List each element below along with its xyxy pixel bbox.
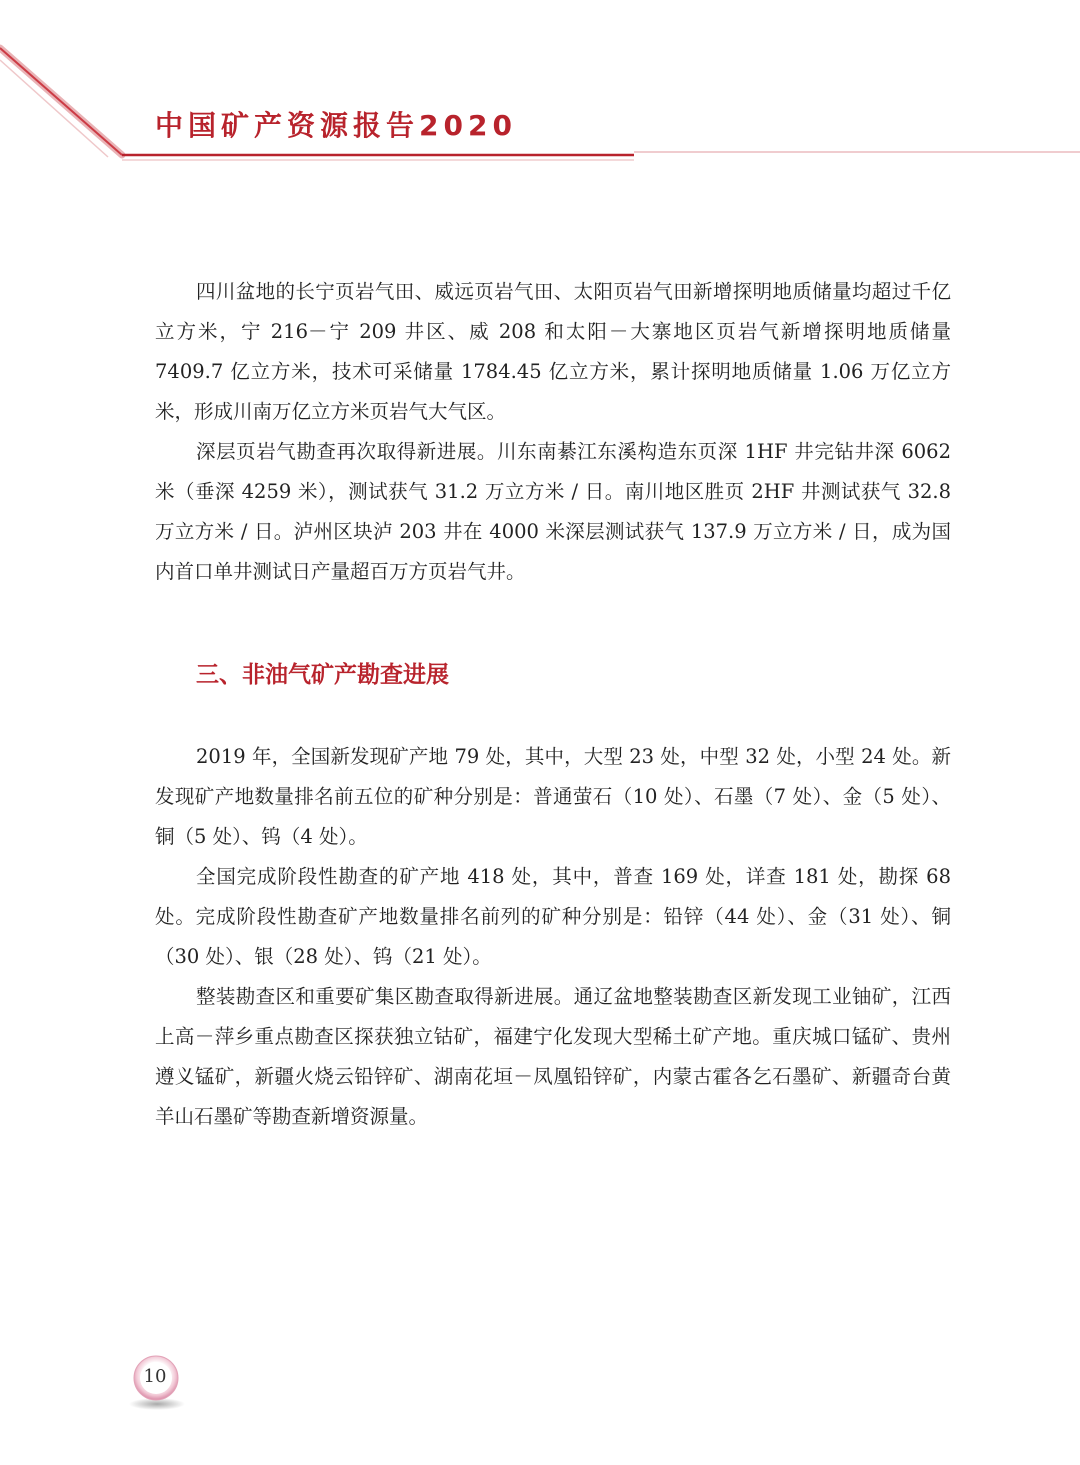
- paragraph: 整装勘查区和重要矿集区勘查取得新进展。通辽盆地整装勘查区新发现工业铀矿，江西上高－萍乡重点勘查区探获独立钴矿，福建宁化发现大型稀土矿产地。重庆城口锰矿、贵州遵义锰矿，新疆火烧云铅锌矿、湖南花垣－凤凰铅锌矿，内蒙古霍各乞石墨矿、新疆奇台黄羊山石墨矿等勘查新增资源量。: [155, 985, 951, 1128]
- page-body: [155, 272, 951, 1137]
- paragraph: 2019 年，全国新发现矿产地 79 处，其中，大型 23 处，中型 32 处，小型 24 处。新发现矿产地数量排名前五位的矿种分别是：普通萤石（10 处）、石墨（7 处）、金（5 处）、铜（5 处）、钨（4 处）。: [155, 745, 951, 848]
- paragraph: 四川盆地的长宁页岩气田、威远页岩气田、太阳页岩气田新增探明地质储量均超过千亿立方米，宁 216－宁 209 井区、威 208 和太阳－大寨地区页岩气新增探明地质储量 7409.7 亿立方米，技术可采储量 1784.45 亿立方米，累计探明地质储量 1.06 万亿立方米，形成川南万亿立方米页岩气大气区。: [155, 280, 951, 423]
- paragraph: 深层页岩气勘查再次取得新进展。川东南綦江东溪构造东页深 1HF 井完钻井深 6062 米（垂深 4259 米），测试获气 31.2 万立方米 / 日。南川地区胜页 2HF 井测试获气 32.8 万立方米 / 日。泸州区块泸 203 井在 4000 米深层测试获气 137.9 万立方米 / 日，成为国内首口单井测试日产量超百万方页岩气井。: [155, 440, 951, 583]
- header-decoration: [0, 0, 1080, 170]
- page-number: 10: [143, 1366, 167, 1387]
- paragraph: 全国完成阶段性勘查的矿产地 418 处，其中，普查 169 处，详查 181 处，勘探 68 处。完成阶段性勘查矿产地数量排名前列的矿种分别是：铅锌（44 处）、金（31 处）、铜（30 处）、银（28 处）、钨（21 处）。: [155, 865, 951, 968]
- section-heading: 三、非油气矿产勘查进展: [196, 662, 449, 688]
- report-title: 中国矿产资源报告2020: [155, 109, 517, 142]
